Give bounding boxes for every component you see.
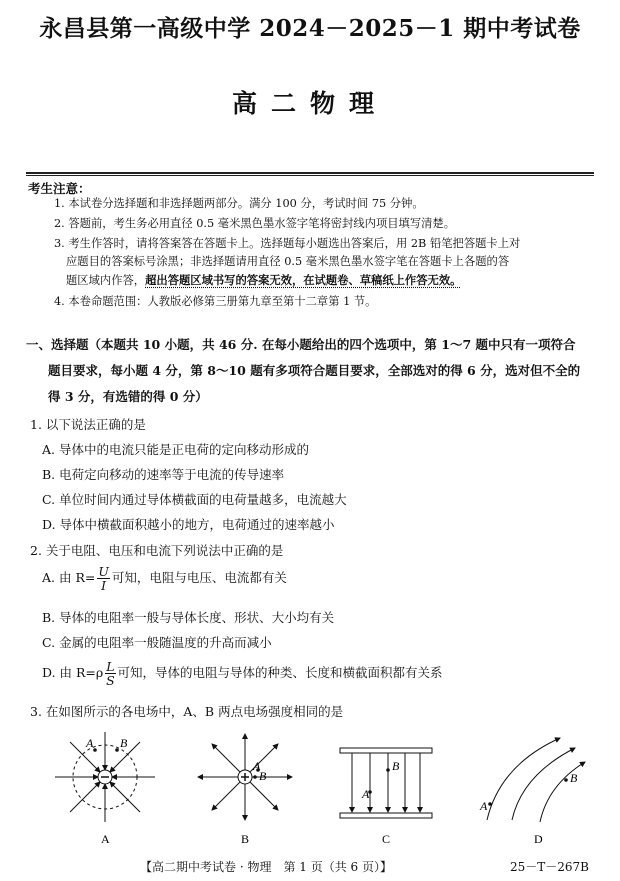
figure-b-point-b: B [259, 769, 267, 783]
top-divider-thin [26, 175, 594, 176]
figure-c-point-b: B [392, 759, 400, 773]
page-footer: 【高二期中考试卷 · 物理 第 1 页（共 6 页）】 [140, 860, 392, 874]
figure-a-point-b: B [120, 736, 128, 750]
q1-option-d: D. 导体中横截面积越小的地方，电荷通过的速率越小 [42, 517, 335, 532]
q2-option-c: C. 金属的电阻率一般随温度的升高而减小 [42, 635, 272, 650]
figure-a-point-a: A [86, 736, 94, 750]
q2-a-suffix: 可知，电阻与电压、电流都有关 [111, 570, 287, 585]
notice-item-3-cont2 [66, 273, 461, 288]
q2-option-b: B. 导体的电阻率一般与导体长度、形状、大小均有关 [42, 610, 335, 625]
notice-item-3: 3. 考生作答时，请将答案答在答题卡上。选择题每小题选出答案后，用 2B 铅笔把答题卡上对 [54, 237, 521, 250]
fraction-l-over-s [105, 660, 115, 687]
q2-a-prefix: A. 由 R= [42, 570, 96, 585]
figure-c-point-a: A [362, 787, 370, 801]
figure-d-point-a: A [480, 799, 488, 813]
exam-title: 永昌县第一高级中学 2024－2025－1 期中考试卷 [39, 15, 581, 42]
notice-item-2: 2. 答题前，考生务必用直径 0.5 毫米黑色墨水签字笔将密封线内项目填写清楚。 [54, 217, 456, 230]
q1-stem: 1. 以下说法正确的是 [30, 417, 146, 432]
q1-option-c: C. 单位时间内通过导体横截面的电荷量越多，电流越大 [42, 492, 347, 507]
fraction-u-over-i [97, 565, 110, 592]
q2-d-prefix: D. 由 R=ρ [42, 665, 104, 680]
q3-figures [0, 720, 620, 850]
figure-d-point-b: B [570, 771, 578, 785]
figure-a-negative-charge [55, 732, 155, 822]
fraction-numerator: L [106, 659, 115, 674]
figure-label-c: C [382, 832, 391, 846]
notice-item-4: 4. 本卷命题范围：人教版必修第三册第九章至第十二章第 1 节。 [54, 295, 377, 308]
q2-d-suffix: 可知，导体的电阻与导体的种类、长度和横截面积都有关系 [117, 665, 443, 680]
figure-label-b: B [241, 832, 250, 846]
fraction-denominator: I [101, 578, 107, 593]
footer-code: 25－T－267B [510, 860, 589, 874]
notice-item-3-cont1: 应题目的答案标号涂黑；非选择题请用直径 0.5 毫米黑色墨水签字笔在答题卡上各题的答 [66, 255, 510, 268]
section-heading-line3: 得 3 分，有选错的得 0 分） [48, 389, 208, 404]
q2-option-d [42, 660, 443, 687]
q2-option-a [42, 565, 287, 592]
q2-stem: 2. 关于电阻、电压和电流下列说法中正确的是 [30, 543, 284, 558]
notice-item-3-text: 题区域内作答， [66, 274, 146, 287]
q1-option-b: B. 电荷定向移动的速率等于电流的传导速率 [42, 467, 285, 482]
section-heading-line2: 题目要求，每小题 4 分，第 8～10 题有多项符合题目要求，全部选对的得 6 分，选对但不全的 [48, 363, 581, 378]
figure-b-positive-charge [198, 734, 292, 820]
figure-c-parallel-plates [340, 748, 432, 818]
figure-d-curved-lines [479, 738, 585, 822]
fraction-denominator: S [106, 673, 115, 688]
figure-label-a: A [101, 832, 110, 846]
q3-stem: 3. 在如图所示的各电场中，A、B 两点电场强度相同的是 [30, 704, 344, 719]
figure-label-d: D [534, 832, 543, 846]
notice-title: 考生注意： [28, 181, 91, 196]
q1-option-a: A. 导体中的电流只能是正电荷的定向移动形成的 [42, 442, 309, 457]
section-heading-line1: 一、选择题（本题共 10 小题，共 46 分. 在每小题给出的四个选项中，第 1～7 题中只有一项符合 [26, 337, 576, 352]
figure-b-point-a: A [253, 759, 261, 773]
subject-title: 高二物理 [231, 89, 388, 118]
top-divider [26, 172, 594, 174]
notice-emphasis: 超出答题区域书写的答案无效，在试题卷、草稿纸上作答无效。 [145, 274, 462, 287]
fraction-numerator: U [98, 564, 109, 579]
notice-item-1: 1. 本试卷分选择题和非选择题两部分。满分 100 分，考试时间 75 分钟。 [54, 197, 424, 210]
